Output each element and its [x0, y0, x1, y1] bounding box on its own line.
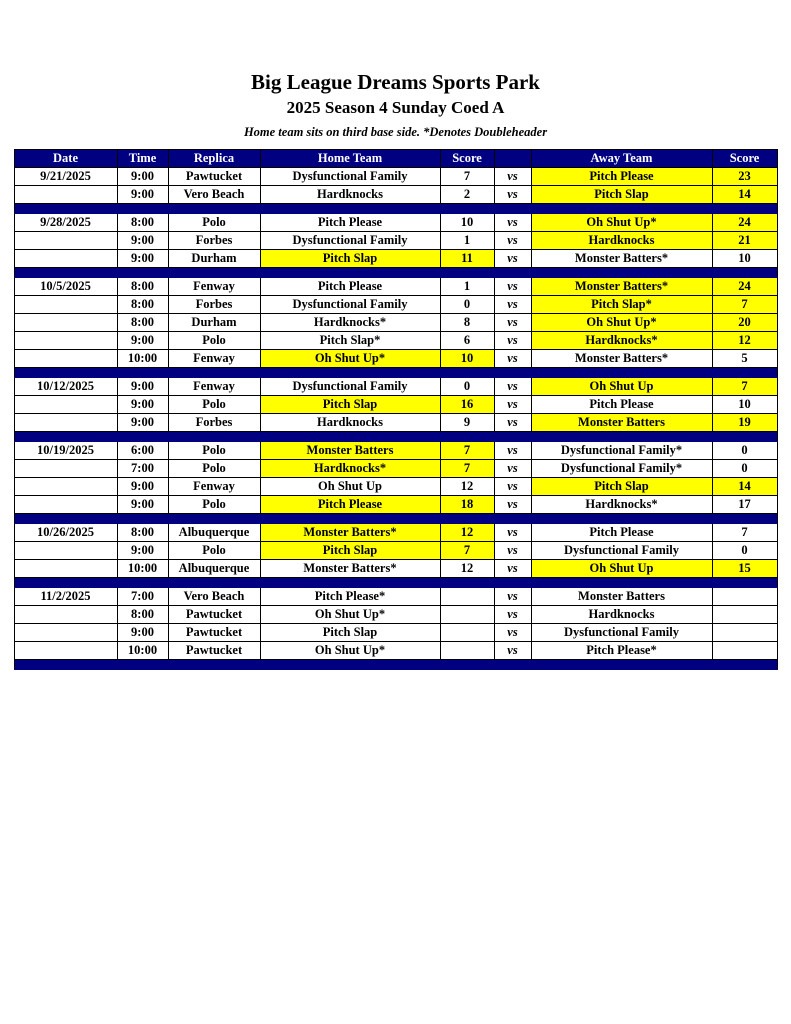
- date-cell: [14, 606, 117, 624]
- schedule-row: [14, 542, 777, 560]
- away-team-cell: Dysfunctional Family: [531, 624, 712, 642]
- group-separator: [14, 432, 777, 442]
- home-score-cell: 12: [440, 524, 494, 542]
- home-team-cell: Pitch Slap: [260, 396, 440, 414]
- date-cell: [14, 460, 117, 478]
- away-score-cell: 0: [712, 542, 777, 560]
- schedule-row: [14, 560, 777, 578]
- away-score-cell: 10: [712, 250, 777, 268]
- home-team-cell: Monster Batters*: [260, 524, 440, 542]
- away-team-cell: Hardknocks: [531, 606, 712, 624]
- home-score-cell: 12: [440, 560, 494, 578]
- date-cell: [14, 414, 117, 432]
- time-cell: 9:00: [117, 414, 168, 432]
- group-separator-band: [14, 432, 777, 442]
- time-cell: 9:00: [117, 232, 168, 250]
- home-score-cell: 2: [440, 186, 494, 204]
- group-separator-band: [14, 368, 777, 378]
- replica-cell: Pawtucket: [168, 168, 260, 186]
- schedule-row: [14, 588, 777, 606]
- date-cell: [14, 542, 117, 560]
- vs-cell: vs: [494, 332, 531, 350]
- page-title: Big League Dreams Sports Park: [251, 70, 540, 94]
- vs-cell: vs: [494, 414, 531, 432]
- time-cell: 6:00: [117, 442, 168, 460]
- vs-cell: vs: [494, 350, 531, 368]
- date-cell: [14, 560, 117, 578]
- home-team-cell: Dysfunctional Family: [260, 232, 440, 250]
- schedule-row: [14, 642, 777, 660]
- schedule-row: [14, 296, 777, 314]
- replica-cell: Albuquerque: [168, 560, 260, 578]
- home-team-cell: Pitch Please: [260, 496, 440, 514]
- vs-cell: vs: [494, 396, 531, 414]
- group-separator-band: [14, 268, 777, 278]
- header-date: Date: [14, 150, 117, 168]
- schedule-row: [14, 496, 777, 514]
- schedule-row: [14, 396, 777, 414]
- away-team-cell: Pitch Please: [531, 396, 712, 414]
- time-cell: 9:00: [117, 624, 168, 642]
- vs-cell: vs: [494, 378, 531, 396]
- away-team-cell: Pitch Slap: [531, 186, 712, 204]
- vs-cell: vs: [494, 314, 531, 332]
- time-cell: 9:00: [117, 478, 168, 496]
- schedule-row: [14, 332, 777, 350]
- away-score-cell: 24: [712, 278, 777, 296]
- date-cell: [14, 296, 117, 314]
- schedule-row: [14, 250, 777, 268]
- away-team-cell: Pitch Please: [531, 168, 712, 186]
- away-score-cell: [712, 624, 777, 642]
- replica-cell: Forbes: [168, 296, 260, 314]
- vs-cell: vs: [494, 186, 531, 204]
- home-score-cell: 12: [440, 478, 494, 496]
- group-separator-band: [14, 578, 777, 588]
- home-score-cell: 7: [440, 168, 494, 186]
- home-score-cell: 6: [440, 332, 494, 350]
- home-team-cell: Oh Shut Up*: [260, 606, 440, 624]
- date-cell: [14, 186, 117, 204]
- time-cell: 7:00: [117, 588, 168, 606]
- replica-cell: Polo: [168, 442, 260, 460]
- date-cell: [14, 332, 117, 350]
- date-cell: 11/2/2025: [14, 588, 117, 606]
- home-team-cell: Hardknocks: [260, 186, 440, 204]
- replica-cell: Forbes: [168, 232, 260, 250]
- home-score-cell: 7: [440, 442, 494, 460]
- schedule-row: [14, 232, 777, 250]
- home-score-cell: 8: [440, 314, 494, 332]
- date-cell: 9/28/2025: [14, 214, 117, 232]
- schedule-row: [14, 460, 777, 478]
- away-score-cell: [712, 642, 777, 660]
- vs-cell: vs: [494, 460, 531, 478]
- group-separator: [14, 514, 777, 524]
- schedule-row: [14, 214, 777, 232]
- away-team-cell: Oh Shut Up: [531, 560, 712, 578]
- group-separator: [14, 578, 777, 588]
- home-score-cell: 11: [440, 250, 494, 268]
- time-cell: 8:00: [117, 214, 168, 232]
- home-team-cell: Pitch Please*: [260, 588, 440, 606]
- schedule-row: [14, 168, 777, 186]
- time-cell: 9:00: [117, 168, 168, 186]
- home-team-cell: Pitch Please: [260, 214, 440, 232]
- time-cell: 9:00: [117, 378, 168, 396]
- vs-cell: vs: [494, 168, 531, 186]
- away-team-cell: Dysfunctional Family*: [531, 460, 712, 478]
- replica-cell: Fenway: [168, 478, 260, 496]
- date-cell: [14, 642, 117, 660]
- time-cell: 8:00: [117, 606, 168, 624]
- replica-cell: Vero Beach: [168, 186, 260, 204]
- header-replica: Replica: [168, 150, 260, 168]
- vs-cell: vs: [494, 214, 531, 232]
- replica-cell: Fenway: [168, 350, 260, 368]
- header-home-team: Home Team: [260, 150, 440, 168]
- away-score-cell: 7: [712, 524, 777, 542]
- schedule-row: [14, 414, 777, 432]
- vs-cell: vs: [494, 624, 531, 642]
- date-cell: [14, 232, 117, 250]
- header-away-score: Score: [712, 150, 777, 168]
- replica-cell: Polo: [168, 496, 260, 514]
- away-score-cell: 17: [712, 496, 777, 514]
- away-score-cell: 21: [712, 232, 777, 250]
- home-team-cell: Monster Batters: [260, 442, 440, 460]
- schedule-row: [14, 624, 777, 642]
- group-separator: [14, 368, 777, 378]
- away-score-cell: 12: [712, 332, 777, 350]
- date-cell: [14, 624, 117, 642]
- replica-cell: Vero Beach: [168, 588, 260, 606]
- replica-cell: Polo: [168, 214, 260, 232]
- away-score-cell: [712, 588, 777, 606]
- vs-cell: vs: [494, 606, 531, 624]
- date-cell: 10/26/2025: [14, 524, 117, 542]
- home-team-cell: Pitch Slap: [260, 250, 440, 268]
- home-team-cell: Hardknocks*: [260, 460, 440, 478]
- time-cell: 9:00: [117, 332, 168, 350]
- time-cell: 9:00: [117, 396, 168, 414]
- home-team-cell: Oh Shut Up*: [260, 642, 440, 660]
- schedule-note: Home team sits on third base side. *Denotes Doubleheader: [243, 125, 548, 140]
- replica-cell: Pawtucket: [168, 606, 260, 624]
- home-team-cell: Pitch Slap: [260, 542, 440, 560]
- replica-cell: Polo: [168, 460, 260, 478]
- home-team-cell: Hardknocks: [260, 414, 440, 432]
- time-cell: 9:00: [117, 250, 168, 268]
- home-score-cell: 7: [440, 542, 494, 560]
- schedule-row: [14, 350, 777, 368]
- schedule-row: [14, 524, 777, 542]
- schedule-row: [14, 314, 777, 332]
- home-team-cell: Dysfunctional Family: [260, 168, 440, 186]
- vs-cell: vs: [494, 524, 531, 542]
- away-team-cell: Monster Batters*: [531, 350, 712, 368]
- home-score-cell: 7: [440, 460, 494, 478]
- schedule-row: [14, 378, 777, 396]
- vs-cell: vs: [494, 442, 531, 460]
- vs-cell: vs: [494, 542, 531, 560]
- away-score-cell: 0: [712, 442, 777, 460]
- away-team-cell: Oh Shut Up*: [531, 314, 712, 332]
- time-cell: 8:00: [117, 278, 168, 296]
- away-team-cell: Pitch Slap*: [531, 296, 712, 314]
- away-score-cell: 15: [712, 560, 777, 578]
- date-cell: [14, 314, 117, 332]
- away-team-cell: Dysfunctional Family: [531, 542, 712, 560]
- group-separator: [14, 660, 777, 670]
- header-away-team: Away Team: [531, 150, 712, 168]
- away-team-cell: Pitch Slap: [531, 478, 712, 496]
- schedule-row: [14, 442, 777, 460]
- away-team-cell: Hardknocks*: [531, 332, 712, 350]
- away-team-cell: Oh Shut Up: [531, 378, 712, 396]
- home-team-cell: Dysfunctional Family: [260, 378, 440, 396]
- date-cell: 9/21/2025: [14, 168, 117, 186]
- away-team-cell: Monster Batters*: [531, 278, 712, 296]
- home-score-cell: [440, 588, 494, 606]
- away-team-cell: Pitch Please*: [531, 642, 712, 660]
- away-team-cell: Dysfunctional Family*: [531, 442, 712, 460]
- replica-cell: Fenway: [168, 378, 260, 396]
- vs-cell: vs: [494, 296, 531, 314]
- home-team-cell: Dysfunctional Family: [260, 296, 440, 314]
- home-score-cell: 10: [440, 350, 494, 368]
- home-score-cell: [440, 624, 494, 642]
- time-cell: 9:00: [117, 186, 168, 204]
- replica-cell: Polo: [168, 332, 260, 350]
- replica-cell: Pawtucket: [168, 624, 260, 642]
- away-score-cell: 19: [712, 414, 777, 432]
- vs-cell: vs: [494, 588, 531, 606]
- home-team-cell: Monster Batters*: [260, 560, 440, 578]
- away-team-cell: Monster Batters: [531, 414, 712, 432]
- away-score-cell: 7: [712, 296, 777, 314]
- away-score-cell: 5: [712, 350, 777, 368]
- header-home-score: Score: [440, 150, 494, 168]
- date-cell: [14, 478, 117, 496]
- away-team-cell: Oh Shut Up*: [531, 214, 712, 232]
- away-team-cell: Hardknocks: [531, 232, 712, 250]
- vs-cell: vs: [494, 642, 531, 660]
- home-score-cell: 0: [440, 296, 494, 314]
- replica-cell: Durham: [168, 314, 260, 332]
- away-score-cell: 7: [712, 378, 777, 396]
- home-team-cell: Pitch Please: [260, 278, 440, 296]
- home-team-cell: Pitch Slap: [260, 624, 440, 642]
- home-score-cell: 1: [440, 278, 494, 296]
- group-separator-band: [14, 514, 777, 524]
- home-score-cell: 10: [440, 214, 494, 232]
- away-score-cell: 10: [712, 396, 777, 414]
- replica-cell: Polo: [168, 396, 260, 414]
- home-score-cell: [440, 642, 494, 660]
- date-cell: 10/19/2025: [14, 442, 117, 460]
- replica-cell: Fenway: [168, 278, 260, 296]
- time-cell: 7:00: [117, 460, 168, 478]
- replica-cell: Polo: [168, 542, 260, 560]
- home-score-cell: 16: [440, 396, 494, 414]
- group-separator-band: [14, 660, 777, 670]
- vs-cell: vs: [494, 232, 531, 250]
- table-header-row: [14, 150, 777, 168]
- group-separator: [14, 204, 777, 214]
- home-score-cell: 9: [440, 414, 494, 432]
- home-team-cell: Hardknocks*: [260, 314, 440, 332]
- home-score-cell: 18: [440, 496, 494, 514]
- date-cell: [14, 250, 117, 268]
- vs-cell: vs: [494, 560, 531, 578]
- time-cell: 8:00: [117, 296, 168, 314]
- schedule-row: [14, 478, 777, 496]
- away-score-cell: 14: [712, 478, 777, 496]
- replica-cell: Pawtucket: [168, 642, 260, 660]
- schedule-row: [14, 186, 777, 204]
- vs-cell: vs: [494, 478, 531, 496]
- vs-cell: vs: [494, 496, 531, 514]
- away-team-cell: Pitch Please: [531, 524, 712, 542]
- time-cell: 9:00: [117, 496, 168, 514]
- home-team-cell: Pitch Slap*: [260, 332, 440, 350]
- away-score-cell: [712, 606, 777, 624]
- home-score-cell: 1: [440, 232, 494, 250]
- home-score-cell: [440, 606, 494, 624]
- time-cell: 8:00: [117, 314, 168, 332]
- home-team-cell: Oh Shut Up: [260, 478, 440, 496]
- away-team-cell: Monster Batters*: [531, 250, 712, 268]
- time-cell: 9:00: [117, 542, 168, 560]
- away-score-cell: 0: [712, 460, 777, 478]
- time-cell: 10:00: [117, 560, 168, 578]
- vs-cell: vs: [494, 278, 531, 296]
- group-separator: [14, 268, 777, 278]
- home-score-cell: 0: [440, 378, 494, 396]
- page-subtitle: 2025 Season 4 Sunday Coed A: [286, 98, 505, 118]
- time-cell: 10:00: [117, 642, 168, 660]
- group-separator-band: [14, 204, 777, 214]
- replica-cell: Forbes: [168, 414, 260, 432]
- header-time: Time: [117, 150, 168, 168]
- date-cell: [14, 350, 117, 368]
- replica-cell: Albuquerque: [168, 524, 260, 542]
- time-cell: 8:00: [117, 524, 168, 542]
- away-team-cell: Monster Batters: [531, 588, 712, 606]
- date-cell: [14, 396, 117, 414]
- date-cell: 10/5/2025: [14, 278, 117, 296]
- replica-cell: Durham: [168, 250, 260, 268]
- header-vs: [494, 150, 531, 168]
- date-cell: [14, 496, 117, 514]
- home-team-cell: Oh Shut Up*: [260, 350, 440, 368]
- date-cell: 10/12/2025: [14, 378, 117, 396]
- schedule-table: [14, 149, 778, 670]
- away-team-cell: Hardknocks*: [531, 496, 712, 514]
- away-score-cell: 24: [712, 214, 777, 232]
- away-score-cell: 20: [712, 314, 777, 332]
- schedule-row: [14, 606, 777, 624]
- schedule-table-body: [14, 168, 777, 670]
- schedule-row: [14, 278, 777, 296]
- away-score-cell: 14: [712, 186, 777, 204]
- time-cell: 10:00: [117, 350, 168, 368]
- away-score-cell: 23: [712, 168, 777, 186]
- vs-cell: vs: [494, 250, 531, 268]
